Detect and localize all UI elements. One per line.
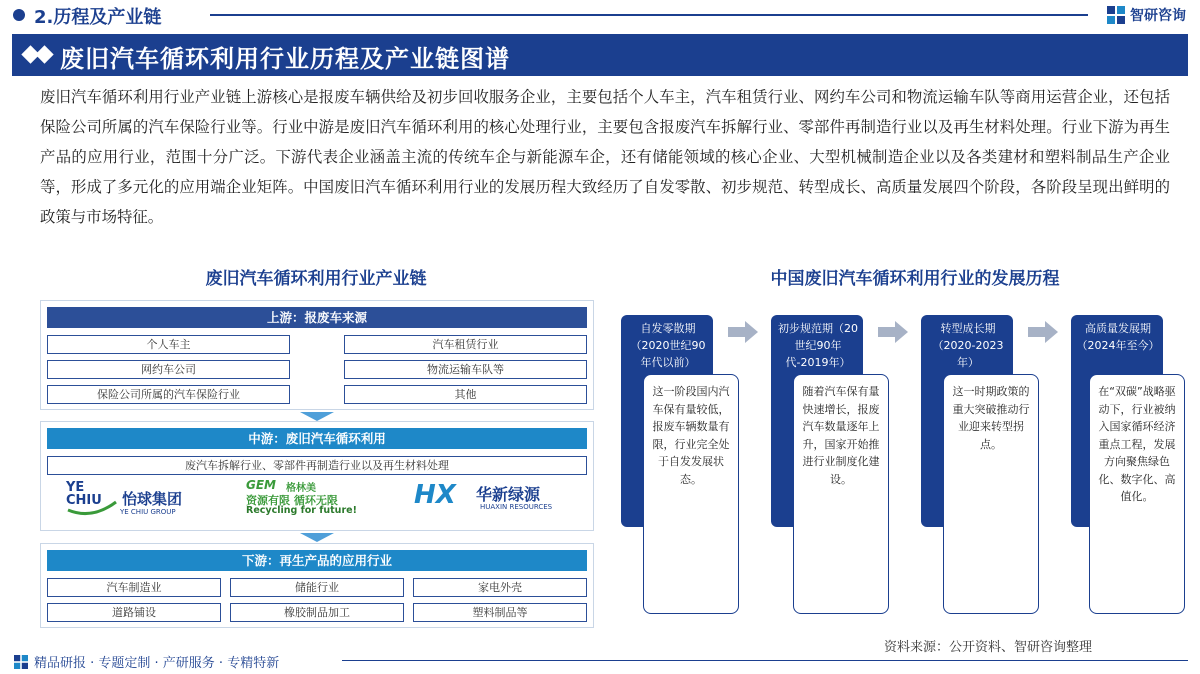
stage-1-card: [643, 374, 739, 614]
upstream-panel: [40, 300, 594, 410]
upstream-item: 汽车租赁行业: [344, 335, 587, 354]
yechiu-mark-mid: CHIU: [66, 493, 102, 508]
down-arrow-icon: [300, 533, 334, 542]
huaxin-name: 华新绿源: [476, 485, 541, 504]
chevron-right-icon: [728, 321, 758, 343]
footer: [14, 652, 279, 671]
upstream-item: 物流运输车队等: [344, 360, 587, 379]
gem-logo: [246, 478, 376, 518]
stage-description: 这一时期政策的重大突破推动行业迎来转型拐点。: [952, 385, 1030, 451]
stage-description: 这一阶段国内汽车保有量较低，报废车辆数量有限，行业完全处于自发发展状态。: [652, 385, 730, 486]
footer-divider: [342, 660, 1188, 661]
gem-mark: GEM: [246, 478, 276, 492]
upstream-item: 保险公司所属的汽车保险行业: [47, 385, 290, 404]
huaxin-logo: [414, 482, 586, 518]
intro-paragraph: 废旧汽车循环利用行业产业链上游核心是报废车辆供给及初步回收服务企业，主要包括个人车主，汽车租赁行业、网约车公司和物流运输车队等商用运营企业，还包括保险公司所属的汽车保险行业等。行业中游是废旧汽车循环利用的核心处理行业，主要包含报废汽车拆解行业、零部件再制造行业以及再生材料处理。行业下游为再生产品的应用行业，范围十分广泛。下游代表企业涵盖主流的传统车企与新能源车企，还有储能领域的核心企业、大型机械制造企业以及各类建材和塑料制品生产企业等，形成了多元化的应用端企业矩阵。中国废旧汽车循环利用行业的发展历程大致经历了自发零散、初步规范、转型成长、高质量发展四个阶段，各阶段呈现出鲜明的政策与市场特征。: [40, 88, 1170, 226]
downstream-panel: [40, 543, 594, 628]
downstream-item: 汽车制造业: [47, 578, 221, 597]
footer-text: 精品研报 · 专题定制 · 产研服务 · 专精特新: [34, 656, 280, 671]
brand-logo: [1107, 5, 1186, 25]
section-title: 2.历程及产业链: [34, 7, 162, 28]
company-logos: [46, 478, 586, 520]
chain-heading: 废旧汽车循环利用行业产业链: [205, 269, 427, 289]
downstream-item: 橡胶制品加工: [230, 603, 404, 622]
downstream-item: 道路铺设: [47, 603, 221, 622]
yechiu-sub: YE CHIU GROUP: [120, 508, 176, 516]
page-title: 废旧汽车循环利用行业历程及产业链图谱: [60, 45, 510, 73]
downstream-item: 家电外壳: [413, 578, 587, 597]
yechiu-logo: [62, 480, 222, 518]
down-arrow-icon: [300, 412, 334, 421]
source-note: 资料来源：公开资料、智研咨询整理: [884, 640, 1093, 655]
chevron-right-icon: [878, 321, 908, 343]
stage-3-card: [943, 374, 1039, 614]
timeline-heading: 中国废旧汽车循环利用行业的发展历程: [770, 269, 1060, 289]
divider: [210, 14, 1088, 16]
stage-label: 高质量发展期（2024年至今）: [1076, 322, 1160, 352]
diamond-icon: [35, 45, 53, 63]
stage-label: 初步规范期（20世纪90年代-2019年）: [778, 322, 858, 369]
brand-name: 智研咨询: [1130, 8, 1186, 24]
top-bar: [0, 0, 1200, 30]
chevron-right-icon: [1028, 321, 1058, 343]
downstream-title: 下游：再生产品的应用行业: [47, 550, 587, 571]
midstream-title: 中游：废旧汽车循环利用: [47, 428, 587, 449]
yechiu-name: 怡球集团: [122, 490, 183, 508]
gem-sub: Recycling for future!: [246, 505, 357, 516]
brand-icon: [14, 655, 28, 669]
downstream-item: 塑料制品等: [413, 603, 587, 622]
upstream-item: 网约车公司: [47, 360, 290, 379]
gem-name: 格林美: [286, 483, 316, 494]
huaxin-mark: HX: [414, 480, 456, 510]
stage-4-card: [1089, 374, 1185, 614]
upstream-item: 个人车主: [47, 335, 290, 354]
stage-label: 转型成长期（2020-2023年）: [932, 322, 1004, 369]
huaxin-sub: HUAXIN RESOURCES: [480, 503, 553, 511]
upstream-item: 其他: [344, 385, 587, 404]
stage-label: 自发零散期（2020世纪90年代以前）: [630, 322, 706, 369]
downstream-item: 储能行业: [230, 578, 404, 597]
brand-icon: [1107, 6, 1125, 24]
title-banner: [12, 34, 1188, 76]
gem-slogan: 资源有限 循环无限: [246, 494, 338, 507]
upstream-title: 上游：报废车来源: [47, 307, 587, 328]
stage-2-card: [793, 374, 889, 614]
midstream-item: 废汽车拆解行业、零部件再制造行业以及再生材料处理: [47, 456, 587, 475]
stage-description: 在“双碳”战略驱动下，行业被纳入国家循环经济重点工程，发展方向聚焦绿色化、数字化、高值化。: [1098, 385, 1176, 503]
bullet-icon: [13, 9, 25, 21]
yechiu-mark-top: YE: [66, 480, 85, 495]
stage-description: 随着汽车保有量快速增长，报废汽车数量逐年上升，国家开始推进行业制度化建设。: [802, 385, 880, 486]
